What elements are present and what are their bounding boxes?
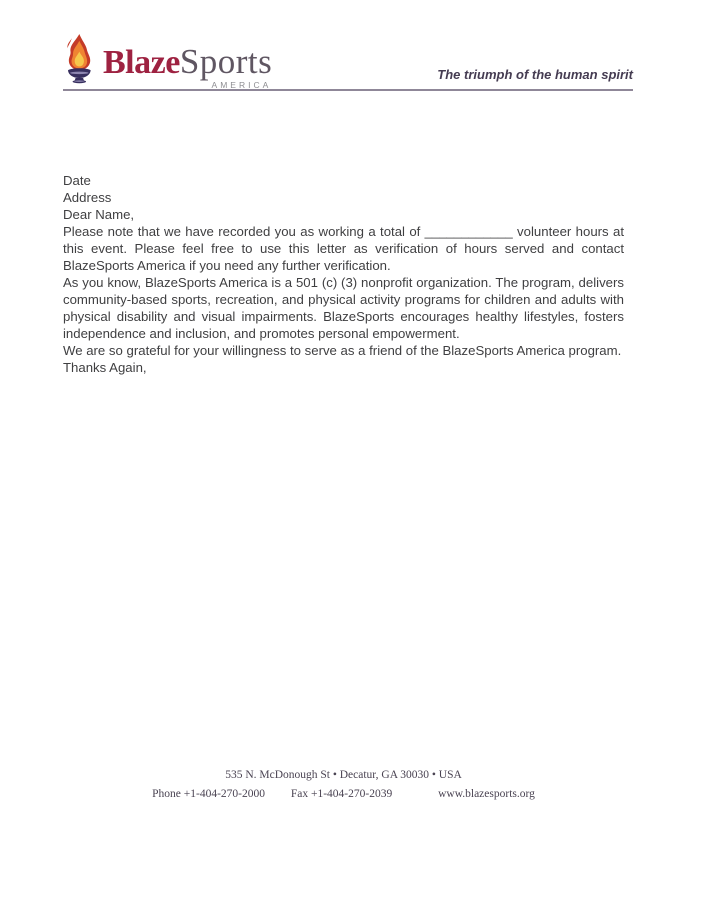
footer-address: 535 N. McDonough St • Decatur, GA 30030 • USA <box>225 769 462 781</box>
tagline: The triumph of the human spirit <box>437 67 633 82</box>
footer-contacts <box>63 785 624 804</box>
paragraph-organization-info: As you know, BlazeSports America is a 501 (c) (3) nonprofit organization. The program, delivers community-based sports, recreation, and physical activity programs for children and adults with physical disability and visual impairments. BlazeSports encourages healthy lifestyles, fosters independence and inclusion, and promotes personal empowerment. <box>63 275 624 341</box>
address-placeholder: Address <box>63 190 112 205</box>
footer-fax: Fax +1-404-270-2039 <box>290 788 393 800</box>
paragraph-gratitude: We are so grateful for your willingness to serve as a friend of the BlazeSports America program. <box>63 343 622 358</box>
closing: Thanks Again, <box>63 360 147 375</box>
date-placeholder: Date <box>63 173 91 188</box>
salutation: Dear Name, <box>63 207 135 222</box>
brand-sports: Sports <box>179 42 273 81</box>
blazesports-logo <box>63 34 273 90</box>
brand-blaze: Blaze <box>103 44 180 81</box>
paragraph-volunteer-hours: Please note that we have recorded you as working a total of ____________ volunteer hours at this event. Please feel free to use this letter as verification of hours served and contact BlazeSports America if you need any further verification. <box>63 224 624 273</box>
letterhead <box>63 34 633 91</box>
torch-flame-icon <box>63 34 99 86</box>
brand-america: AMERICA <box>211 79 272 90</box>
letter-footer <box>63 766 624 804</box>
letter-body <box>63 172 624 376</box>
footer-website: www.blazesports.org <box>438 788 535 800</box>
footer-phone: Phone +1-404-270-2000 <box>152 788 265 800</box>
brand-wordmark <box>103 42 273 90</box>
